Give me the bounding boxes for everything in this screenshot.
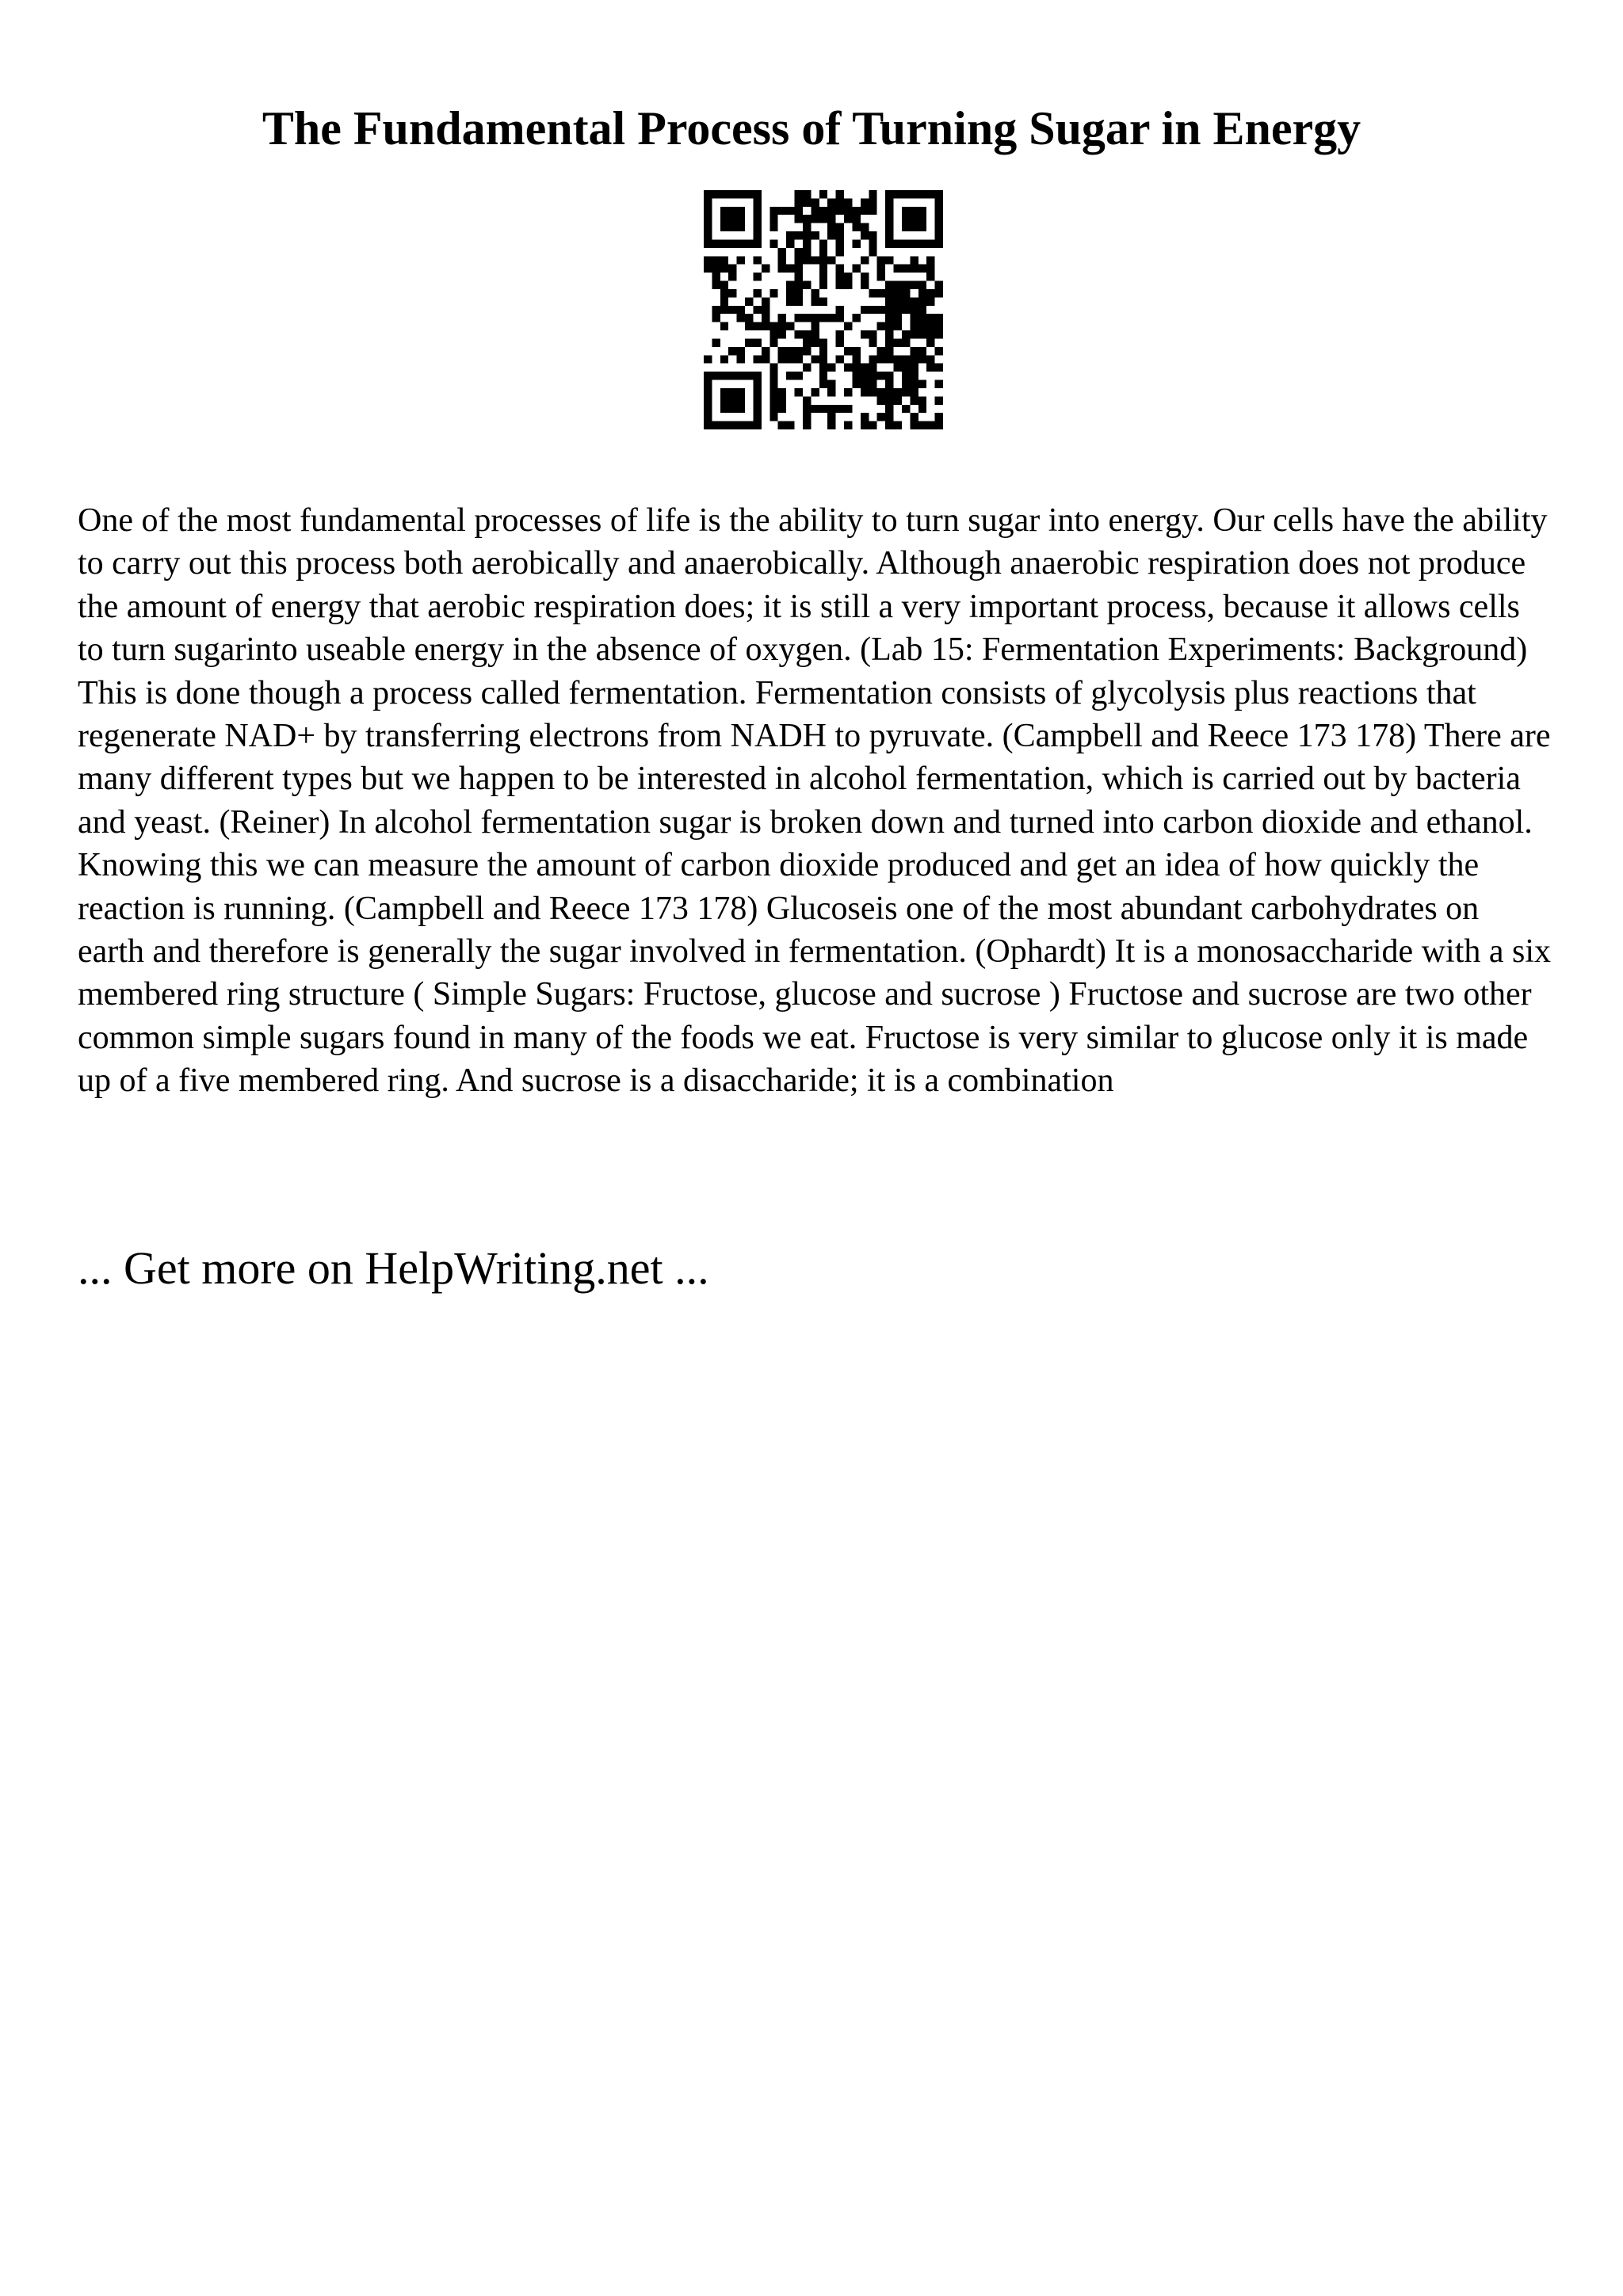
page-title: The Fundamental Process of Turning Sugar in Energy	[262, 102, 1361, 154]
qr-code-icon	[704, 190, 943, 429]
get-more-link[interactable]: ... Get more on HelpWriting.net ...	[78, 1242, 709, 1294]
body-paragraph: One of the most fundamental processes of life is the ability to turn sugar into energy. Our cells have the ability to carry out this process both aerobically and anaerobically. Although anaerobic respiration does not produce the amount of energy that aerobic respiration does; it is still a very important process, because it allows cells to turn sugarinto useable energy in the absence of oxygen. (Lab 15: Fermentation Experiments: Background) This is done though a process called fermentation. Fermentation consists of glycolysis plus reactions that regenerate NAD+ by transferring electrons from NADH to pyruvate. (Campbell and Reece 173 178) There are many different types but we happen to be interested in alcohol fermentation, which is carried out by bacteria and yeast. (Reiner) In alcohol fermentation sugar is broken down and turned into carbon dioxide and ethanol. Knowing this we can measure the amount of carbon dioxide produced and get an idea of how quickly the reaction is running. (Campbell and Reece 173 178) Glucoseis one of the most abundant carbohydrates on earth and therefore is generally the sugar involved in fermentation. (Ophardt) It is a monosaccharide with a six membered ring structure ( Simple Sugars: Fructose, glucose and sucrose ) Fructose and sucrose are two other common simple sugars found in many of the foods we eat. Fructose is very similar to glucose only it is made up of a five membered ring. And sucrose is a disaccharide; it is a combination	[78, 502, 1552, 1100]
